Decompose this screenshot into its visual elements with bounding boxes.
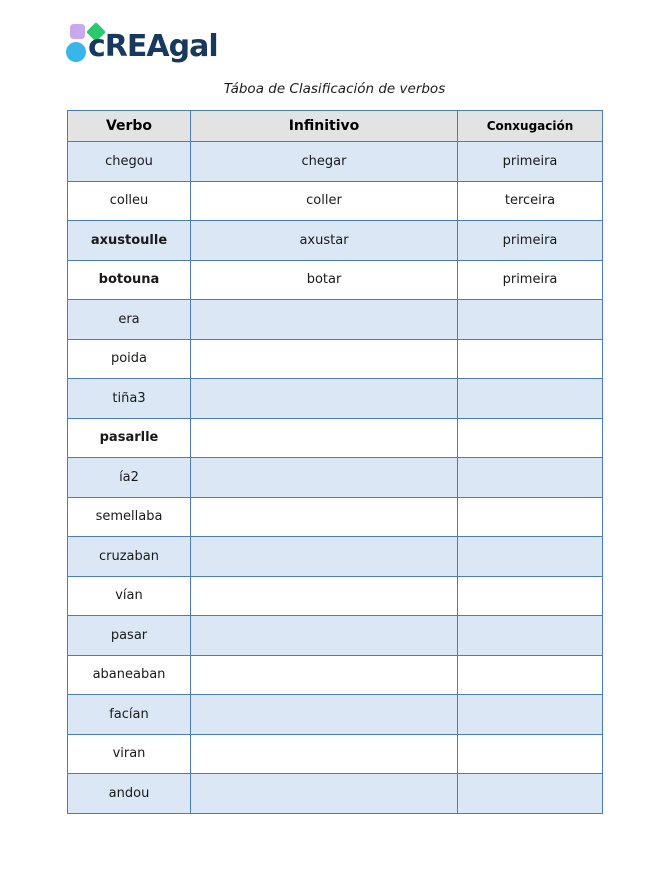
table-row bbox=[68, 181, 603, 221]
cell-verbo: colleu bbox=[68, 181, 191, 221]
table-row bbox=[68, 616, 603, 656]
table-row bbox=[68, 695, 603, 735]
verbs-table-head bbox=[68, 111, 603, 142]
cell-conxugacion bbox=[458, 458, 603, 498]
cell-verbo: chegou bbox=[68, 142, 191, 182]
cell-infinitivo bbox=[191, 379, 458, 419]
creagal-logo bbox=[64, 20, 224, 70]
table-row bbox=[68, 260, 603, 300]
cell-conxugacion: primeira bbox=[458, 260, 603, 300]
cell-conxugacion bbox=[458, 418, 603, 458]
cell-verbo: era bbox=[68, 300, 191, 340]
table-row bbox=[68, 418, 603, 458]
cell-conxugacion: primeira bbox=[458, 221, 603, 261]
page-title: Táboa de Clasificación de verbos bbox=[223, 81, 446, 97]
cell-conxugacion bbox=[458, 576, 603, 616]
table-row bbox=[68, 576, 603, 616]
cell-verbo: pasarlle bbox=[68, 418, 191, 458]
cell-infinitivo: coller bbox=[191, 181, 458, 221]
table-row bbox=[68, 221, 603, 261]
purple-square-icon bbox=[70, 24, 85, 39]
cell-verbo: cruzaban bbox=[68, 537, 191, 577]
table-row bbox=[68, 537, 603, 577]
cell-conxugacion bbox=[458, 655, 603, 695]
blue-circle-icon bbox=[66, 42, 86, 62]
cell-infinitivo bbox=[191, 300, 458, 340]
cell-conxugacion: primeira bbox=[458, 142, 603, 182]
cell-conxugacion bbox=[458, 616, 603, 656]
cell-infinitivo bbox=[191, 418, 458, 458]
cell-verbo: vían bbox=[68, 576, 191, 616]
cell-verbo: ía2 bbox=[68, 458, 191, 498]
cell-infinitivo bbox=[191, 695, 458, 735]
cell-infinitivo: axustar bbox=[191, 221, 458, 261]
cell-verbo: pasar bbox=[68, 616, 191, 656]
cell-conxugacion bbox=[458, 695, 603, 735]
cell-verbo: andou bbox=[68, 774, 191, 814]
cell-conxugacion bbox=[458, 339, 603, 379]
table-row bbox=[68, 300, 603, 340]
table-row bbox=[68, 734, 603, 774]
logo-text: cREAgal bbox=[88, 29, 218, 64]
verbs-table-body bbox=[68, 142, 603, 814]
cell-conxugacion bbox=[458, 774, 603, 814]
header-verbo: Verbo bbox=[68, 111, 191, 142]
cell-conxugacion bbox=[458, 379, 603, 419]
table-row bbox=[68, 655, 603, 695]
header-infinitivo: Infinitivo bbox=[191, 111, 458, 142]
cell-verbo: axustoulle bbox=[68, 221, 191, 261]
cell-infinitivo bbox=[191, 734, 458, 774]
cell-infinitivo bbox=[191, 497, 458, 537]
cell-verbo: botouna bbox=[68, 260, 191, 300]
cell-infinitivo bbox=[191, 458, 458, 498]
cell-conxugacion bbox=[458, 537, 603, 577]
table-row bbox=[68, 458, 603, 498]
table-row bbox=[68, 497, 603, 537]
verbs-table bbox=[67, 110, 603, 814]
cell-infinitivo bbox=[191, 339, 458, 379]
cell-conxugacion: terceira bbox=[458, 181, 603, 221]
cell-verbo: poida bbox=[68, 339, 191, 379]
cell-infinitivo: chegar bbox=[191, 142, 458, 182]
cell-infinitivo bbox=[191, 576, 458, 616]
cell-infinitivo bbox=[191, 537, 458, 577]
cell-verbo: viran bbox=[68, 734, 191, 774]
table-row bbox=[68, 142, 603, 182]
cell-verbo: tiña3 bbox=[68, 379, 191, 419]
cell-infinitivo bbox=[191, 774, 458, 814]
cell-verbo: facían bbox=[68, 695, 191, 735]
cell-infinitivo: botar bbox=[191, 260, 458, 300]
cell-infinitivo bbox=[191, 616, 458, 656]
cell-infinitivo bbox=[191, 655, 458, 695]
cell-conxugacion bbox=[458, 497, 603, 537]
cell-conxugacion bbox=[458, 734, 603, 774]
cell-verbo: semellaba bbox=[68, 497, 191, 537]
cell-verbo: abaneaban bbox=[68, 655, 191, 695]
table-row bbox=[68, 379, 603, 419]
header-conxugacion: Conxugación bbox=[458, 111, 603, 142]
cell-conxugacion bbox=[458, 300, 603, 340]
table-row bbox=[68, 774, 603, 814]
header-row bbox=[68, 111, 603, 142]
table-row bbox=[68, 339, 603, 379]
